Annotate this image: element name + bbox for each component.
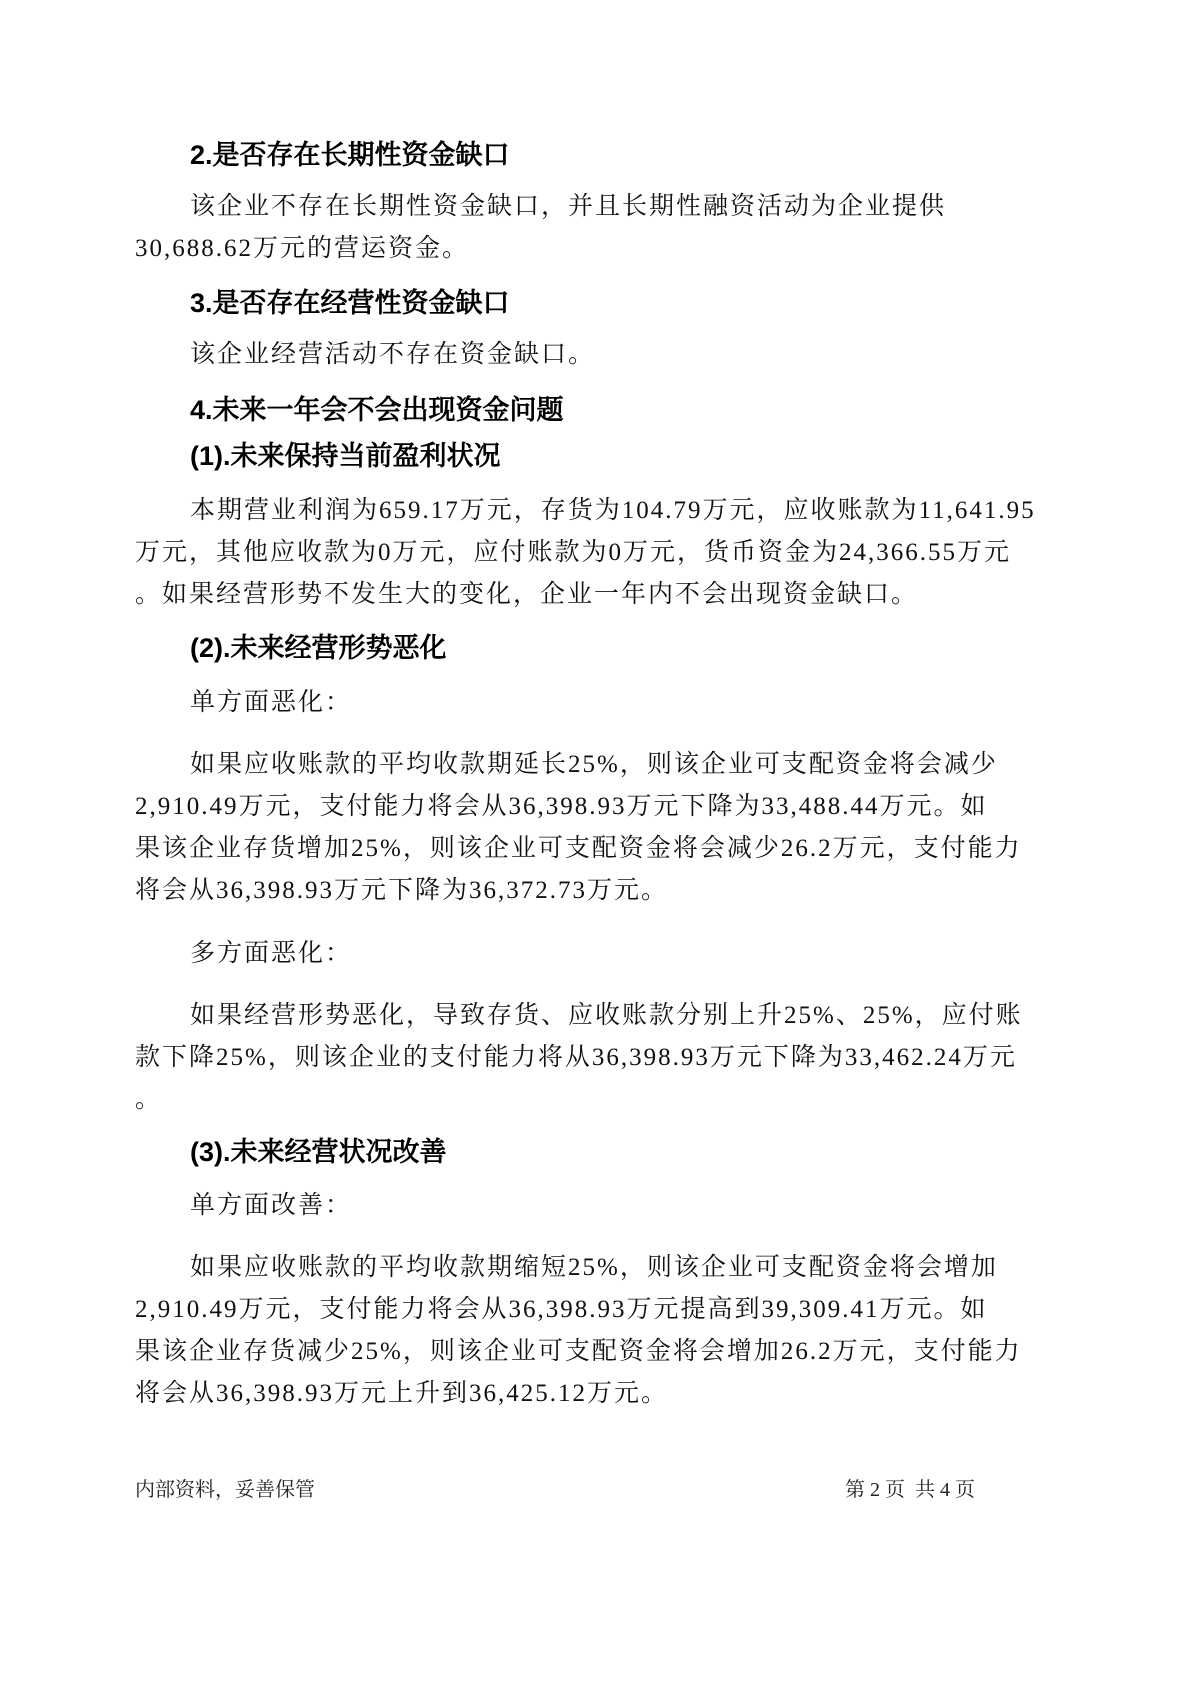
label-single-improvement [135,1185,1135,1227]
paragraph-line: 本期营业利润为659.17万元，存货为104.79万元，应收账款为11,641.95 [190,497,1036,524]
footer-confidential-note: 内部资料，妥善保管 [135,1479,315,1501]
paragraph-line: 果该企业存货增加25%，则该企业可支配资金将会减少26.2万元，支付能力 [135,835,1022,862]
subheading-current-profit: (1).未来保持当前盈利状况 [190,441,501,471]
paragraph-line: 该企业经营活动不存在资金缺口。 [190,341,596,368]
paragraph-line: 如果经营形势恶化，导致存货、应收账款分别上升25%、25%，应付账 [190,1002,1023,1029]
subheading-improvement: (3).未来经营状况改善 [190,1137,447,1167]
paragraph-line: 万元，其他应收款为0万元，应付账款为0万元，货币资金为24,366.55万元 [135,539,1012,566]
paragraph-line: 如果应收账款的平均收款期延长25%，则该企业可支配资金将会减少 [190,751,998,778]
paragraph-line: 款下降25%，则该企业的支付能力将从36,398.93万元下降为33,462.24万元 [135,1044,1017,1071]
paragraph-single-worsening [135,744,1135,912]
paragraph-line: 如果应收账款的平均收款期缩短25%，则该企业可支配资金将会增加 [190,1254,998,1281]
paragraph-line: 将会从36,398.93万元上升到36,425.12万元。 [135,1380,669,1407]
paragraph-line: 将会从36,398.93万元下降为36,372.73万元。 [135,877,669,904]
paragraph-single-improvement [135,1247,1135,1415]
heading-long-term-gap: 2.是否存在长期性资金缺口 [190,140,510,170]
paragraph-operating-gap [135,334,1135,376]
paragraph-line: 该企业不存在长期性资金缺口，并且长期性融资活动为企业提供 [190,193,947,220]
label-single-worsening [135,682,1135,724]
label-multi-worsening [135,933,1135,975]
paragraph-line: 2,910.49万元，支付能力将会从36,398.93万元下降为33,488.44万元。如 [135,793,988,820]
paragraph-line: 2,910.49万元，支付能力将会从36,398.93万元提高到39,309.41万元。如 [135,1296,988,1323]
paragraph-long-term-gap [135,186,1135,270]
paragraph-current-profit [135,490,1135,616]
paragraph-line: 果该企业存货减少25%，则该企业可支配资金将会增加26.2万元，支付能力 [135,1338,1022,1365]
paragraph-line: 单方面改善： [190,1192,353,1219]
heading-next-year-funding: 4.未来一年会不会出现资金问题 [190,395,564,425]
paragraph-line: 。如果经营形势不发生大的变化，企业一年内不会出现资金缺口。 [135,581,919,608]
subheading-worsening: (2).未来经营形势恶化 [190,633,447,663]
paragraph-line: 。 [135,1086,163,1113]
paragraph-line: 30,688.62万元的营运资金。 [135,235,470,262]
paragraph-multi-worsening [135,995,1135,1121]
footer-page-number: 第 2 页 共 4 页 [845,1479,975,1501]
paragraph-line: 单方面恶化： [190,689,353,716]
heading-operating-gap: 3.是否存在经营性资金缺口 [190,288,510,318]
paragraph-line: 多方面恶化： [190,940,353,967]
